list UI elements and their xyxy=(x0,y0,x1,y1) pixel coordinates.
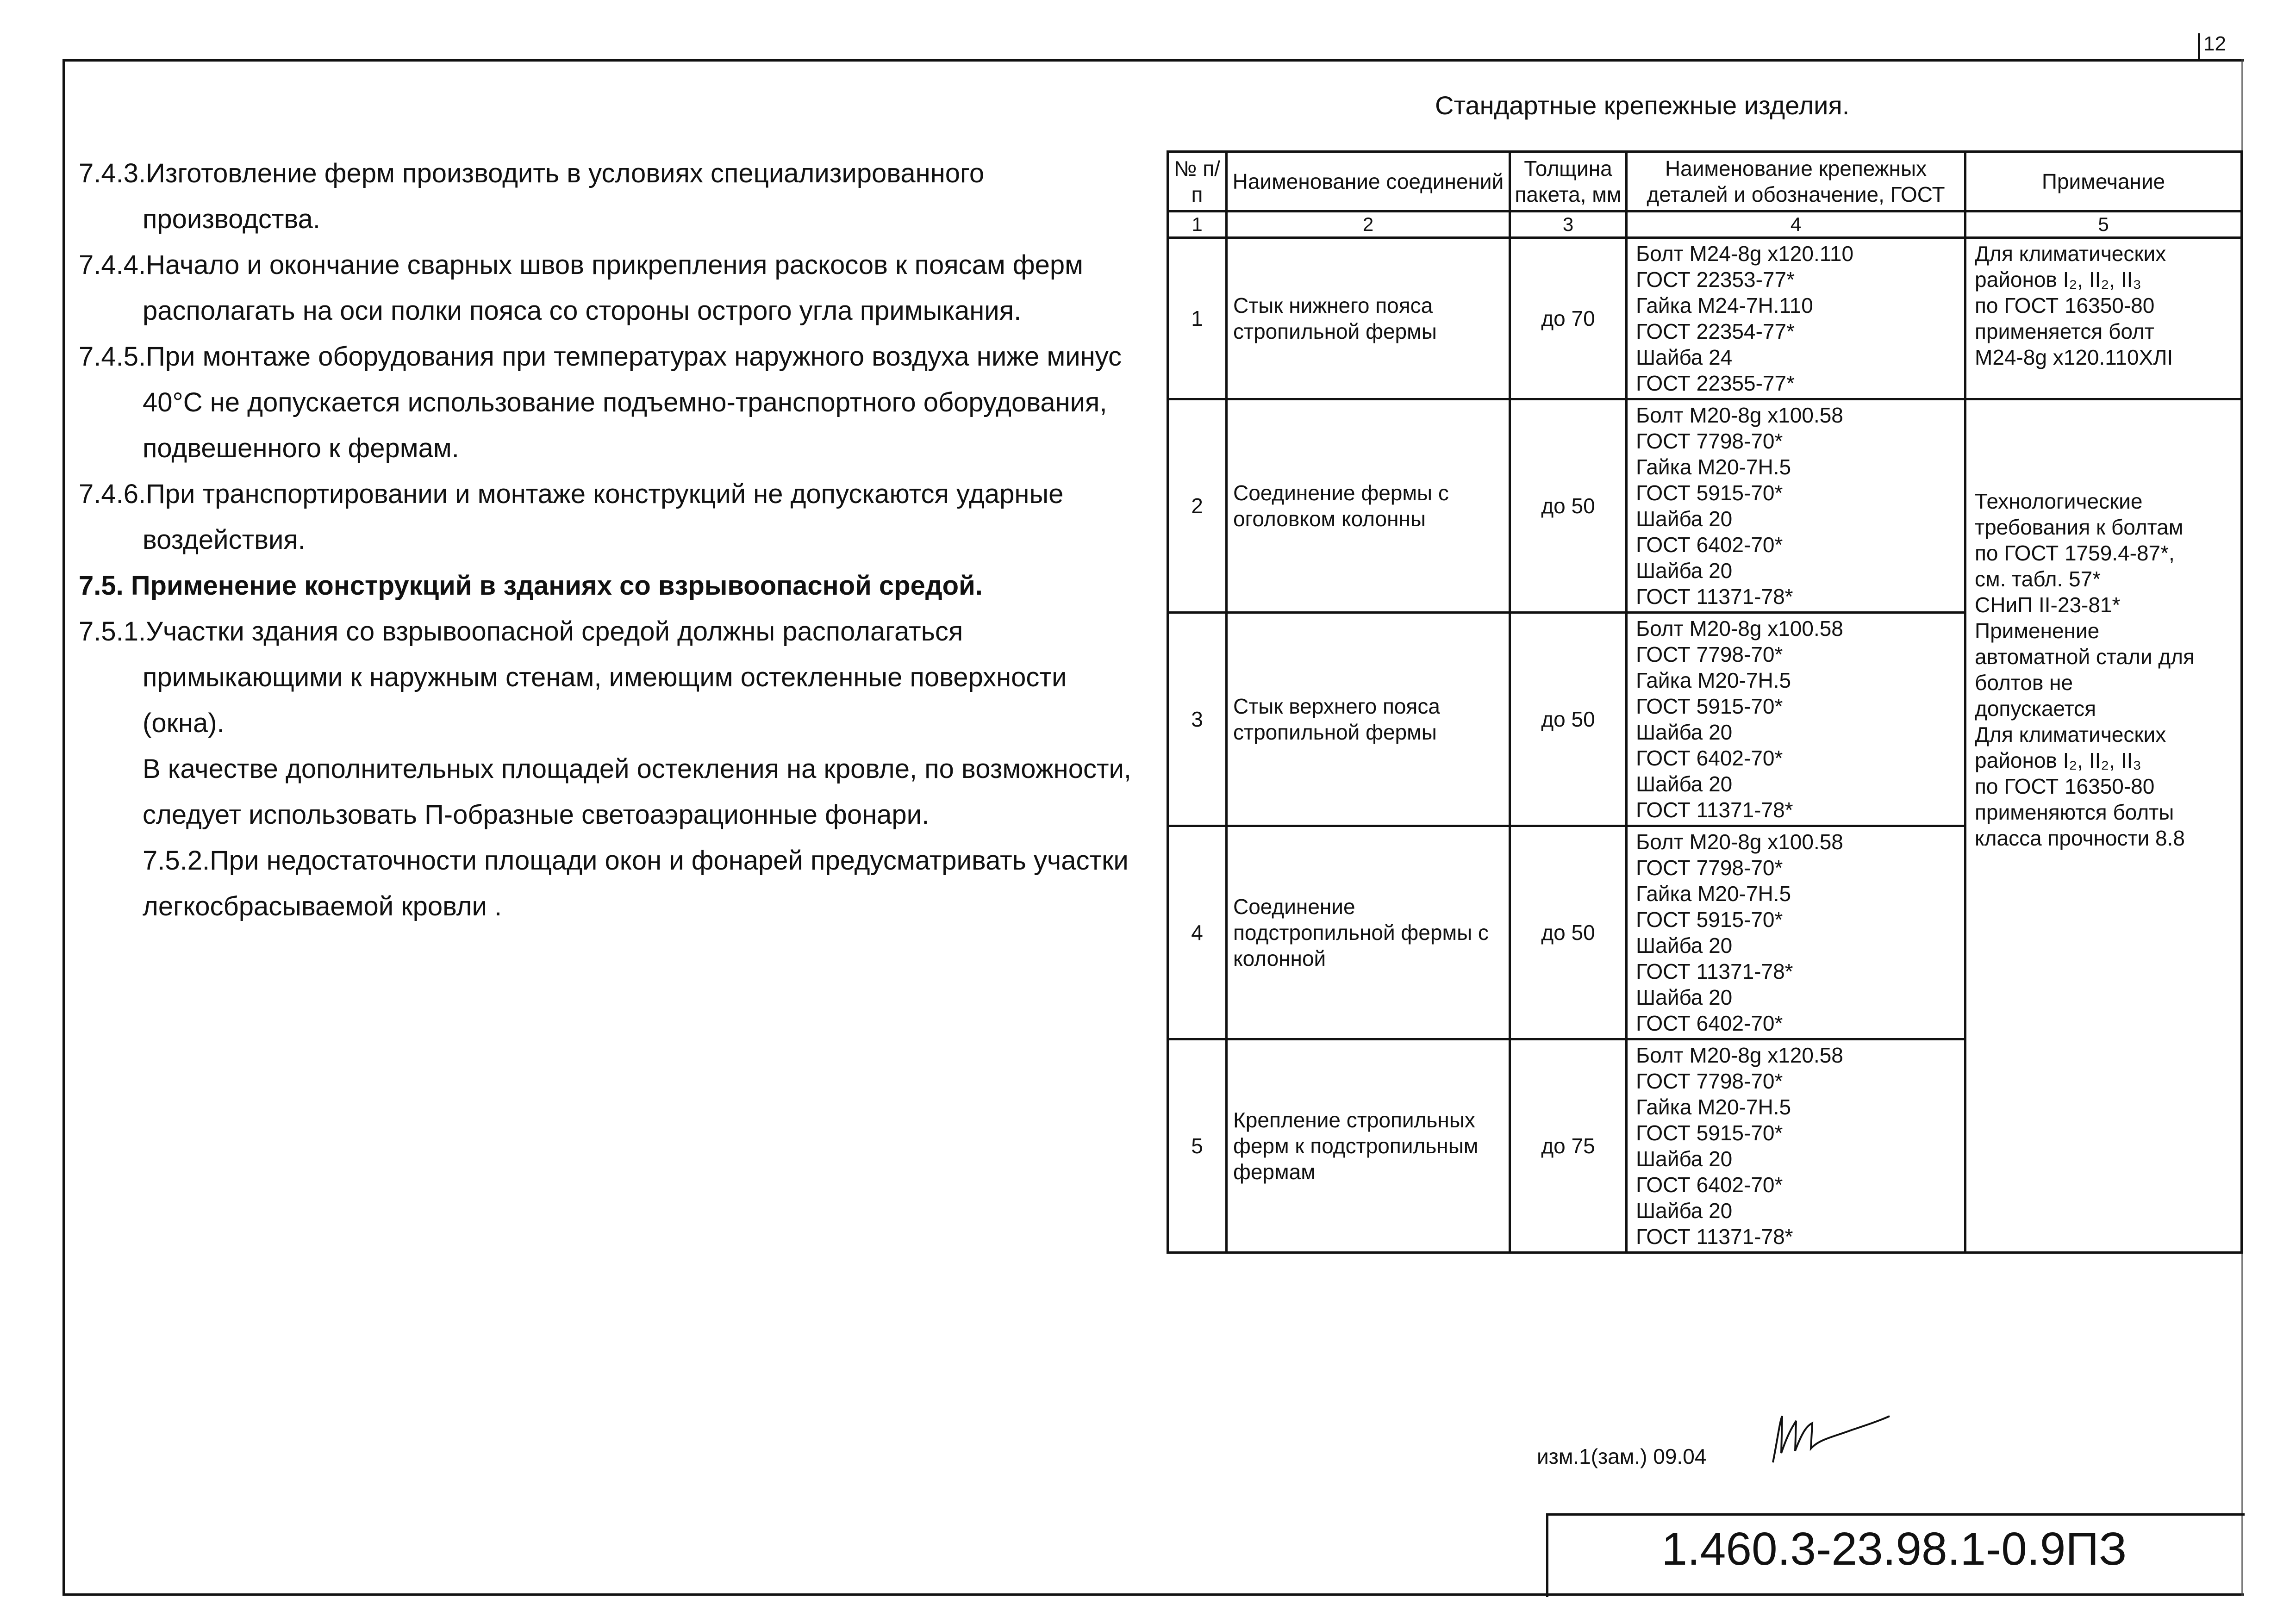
index-cell: 4 xyxy=(1627,211,1965,238)
package-thickness: до 75 xyxy=(1510,1039,1627,1253)
frame-left-border xyxy=(62,59,65,1596)
index-cell: 3 xyxy=(1510,211,1627,238)
index-cell: 2 xyxy=(1227,211,1510,238)
fastener-list: Болт М20-8g х100.58 ГОСТ 7798-70* Гайка М20-7Н.5 ГОСТ 5915-70* Шайба 20 ГОСТ 11371-78* Шайба 20 ГОСТ 6402-70* xyxy=(1627,826,1965,1039)
fasteners-table xyxy=(1167,150,2243,1254)
row-number: 5 xyxy=(1168,1039,1227,1253)
text-line: легкосбрасываемой кровли . xyxy=(143,891,502,921)
specification-text xyxy=(79,150,1157,929)
index-cell: 1 xyxy=(1168,211,1227,238)
section-heading: 7.5. Применение конструкций в зданиях со взрывоопасной средой. xyxy=(79,571,983,601)
fastener-list: Болт М24-8g х120.110 ГОСТ 22353-77* Гайка М24-7Н.110 ГОСТ 22354-77* Шайба 24 ГОСТ 22355-77* xyxy=(1627,238,1965,399)
revision-note: изм.1(зам.) 09.04 xyxy=(1537,1444,1707,1468)
text-line: 40°С не допускается использование подъемно-транспортного оборудования, xyxy=(143,387,1107,417)
row-number: 4 xyxy=(1168,826,1227,1039)
text-line: следует использовать П-образные светоаэрационные фонари. xyxy=(143,800,930,830)
package-thickness: до 50 xyxy=(1510,613,1627,826)
text-line: производства. xyxy=(143,204,320,234)
note-cell-merged: Технологические требования к болтам по ГОСТ 1759.4-87*, см. табл. 57* СНиП II-23-81* Применение автоматной стали для болтов не допускается Для климатических районов I₂, II₂, II₃ по ГОСТ 16350-80 применяются болты класса прочности 8.8 xyxy=(1965,399,2242,1253)
table-header-row xyxy=(1168,152,2242,211)
fastener-list: Болт М20-8g х120.58 ГОСТ 7798-70* Гайка М20-7Н.5 ГОСТ 5915-70* Шайба 20 ГОСТ 6402-70* Шайба 20 ГОСТ 11371-78* xyxy=(1627,1039,1965,1253)
text-line: 7.5.2.При недостаточности площади окон и фонарей предусматривать участки xyxy=(143,846,1129,876)
header-fasteners: Наименование крепежных деталей и обозначение, ГОСТ xyxy=(1627,152,1965,211)
page-number-divider xyxy=(2198,33,2200,61)
table-index-row xyxy=(1168,211,2242,238)
row-number: 3 xyxy=(1168,613,1227,826)
header-note: Примечание xyxy=(1965,152,2242,211)
package-thickness: до 70 xyxy=(1510,238,1627,399)
text-line: 7.4.3.Изготовление ферм производить в условиях специализированного xyxy=(79,158,985,188)
fastener-list: Болт М20-8g х100.58 ГОСТ 7798-70* Гайка М20-7Н.5 ГОСТ 5915-70* Шайба 20 ГОСТ 6402-70* Шайба 20 ГОСТ 11371-78* xyxy=(1627,613,1965,826)
text-line: 7.5.1.Участки здания со взрывоопасной средой должны располагаться xyxy=(79,616,963,647)
package-thickness: до 50 xyxy=(1510,826,1627,1039)
header-number: № п/п xyxy=(1168,152,1227,211)
text-line: (окна). xyxy=(143,708,225,738)
package-thickness: до 50 xyxy=(1510,399,1627,613)
connection-name: Соединение фермы с оголовком колонны xyxy=(1227,399,1510,613)
text-line: располагать на оси полки пояса со стороны острого угла примыкания. xyxy=(143,296,1022,326)
text-line: В качестве дополнительных площадей остекления на кровле, по возможности, xyxy=(143,754,1132,784)
page-number: 12 xyxy=(2203,32,2226,55)
index-cell: 5 xyxy=(1965,211,2242,238)
document-code: 1.460.3-23.98.1-0.9ПЗ xyxy=(1661,1523,2127,1575)
connection-name: Стык верхнего пояса стропильной фермы xyxy=(1227,613,1510,826)
header-thickness: Толщина пакета, мм xyxy=(1510,152,1627,211)
row-number: 2 xyxy=(1168,399,1227,613)
fastener-list: Болт М20-8g х100.58 ГОСТ 7798-70* Гайка М20-7Н.5 ГОСТ 5915-70* Шайба 20 ГОСТ 6402-70* Шайба 20 ГОСТ 11371-78* xyxy=(1627,399,1965,613)
header-connection-name: Наименование соединений xyxy=(1227,152,1510,211)
signature-icon xyxy=(1768,1412,1893,1467)
connection-name: Стык нижнего пояса стропильной фермы xyxy=(1227,238,1510,399)
table-caption: Стандартные крепежные изделия. xyxy=(1435,91,1850,120)
text-line: 7.4.5.При монтаже оборудования при температурах наружного воздуха ниже минус xyxy=(79,342,1122,372)
text-line: примыкающими к наружным стенам, имеющим остекленные поверхности xyxy=(143,662,1067,692)
text-line: 7.4.6.При транспортировании и монтаже конструкций не допускаются ударные xyxy=(79,479,1064,509)
table-row xyxy=(1168,399,2242,613)
text-line: 7.4.4.Начало и окончание сварных швов прикрепления раскосов к поясам ферм xyxy=(79,250,1084,280)
connection-name: Крепление стропильных ферм к подстропильным фермам xyxy=(1227,1039,1510,1253)
note-cell: Для климатических районов I₂, II₂, II₃ по ГОСТ 16350-80 применяется болт М24-8g х120.110ХЛI xyxy=(1965,238,2242,399)
table-row xyxy=(1168,238,2242,399)
text-line: воздействия. xyxy=(143,525,306,555)
frame-top-border xyxy=(62,59,2244,62)
text-line: подвешенного к фермам. xyxy=(143,433,459,463)
row-number: 1 xyxy=(1168,238,1227,399)
connection-name: Соединение подстропильной фермы с колонной xyxy=(1227,826,1510,1039)
